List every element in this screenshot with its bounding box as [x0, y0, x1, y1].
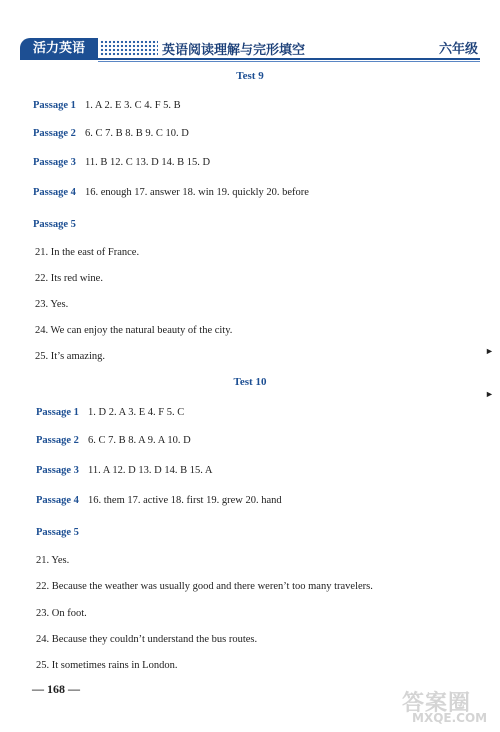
test-10-title: Test 10 [233, 376, 267, 388]
book-title: 英语阅读理解与完形填空 [162, 43, 306, 58]
passage-answers: 6. C 7. B 8. B 9. C 10. D [85, 128, 189, 139]
passage-label: Passage 2 [36, 435, 79, 446]
test-9-title: Test 9 [236, 70, 264, 82]
passage-label: Passage 3 [36, 465, 79, 476]
passage-answers: 16. them 17. active 18. first 19. grew 20. hand [88, 495, 282, 506]
series-brand: 活力英语 [20, 38, 98, 60]
header-rule-thin [98, 61, 480, 62]
passage-answers: 16. enough 17. answer 18. win 19. quickly 20. before [85, 187, 309, 198]
test-9-answer-23: 23. Yes. [35, 299, 69, 310]
test-10-passage-4 [36, 494, 282, 508]
passage-answers: 1. A 2. E 3. C 4. F 5. B [85, 100, 181, 111]
passage-label: Passage 4 [36, 495, 79, 506]
page-header [20, 38, 480, 60]
test-9-answer-24: 24. We can enjoy the natural beauty of the city. [35, 325, 233, 336]
test-9-passage-1 [33, 99, 181, 113]
watermark-url: MXQE.COM [412, 711, 488, 725]
test-9-passage-3 [33, 156, 210, 170]
passage-answers: 6. C 7. B 8. A 9. A 10. D [88, 435, 191, 446]
test-10-passage-5-label: Passage 5 [36, 527, 79, 538]
passage-answers: 11. A 12. D 13. D 14. B 15. A [88, 465, 213, 476]
watermark-logo: 答案圈 [402, 691, 472, 716]
test-9-passage-4 [33, 186, 309, 200]
passage-answers: 1. D 2. A 3. E 4. F 5. C [88, 407, 185, 418]
passage-label: Passage 1 [36, 407, 79, 418]
test-9-answer-25: 25. It’s amazing. [35, 351, 105, 362]
test-10-passage-2 [36, 434, 191, 448]
test-10-answer-21: 21. Yes. [36, 555, 70, 566]
dot-pattern [100, 40, 158, 56]
margin-arrow-icon: ► [485, 389, 494, 399]
test-10-passage-3 [36, 464, 212, 478]
page-number: — 168 — [32, 682, 80, 696]
grade-label: 六年级 [438, 42, 478, 57]
test-9-passage-2 [33, 127, 189, 141]
test-9-answer-21: 21. In the east of France. [35, 247, 140, 258]
test-9-answer-22: 22. Its red wine. [35, 273, 103, 284]
test-10-passage-1 [36, 406, 184, 420]
passage-label: Passage 1 [33, 100, 76, 111]
test-10-answer-24: 24. Because they couldn’t understand the bus routes. [36, 634, 258, 645]
test-10-answer-22: 22. Because the weather was usually good and there weren’t too many travelers. [36, 581, 373, 592]
test-9-passage-5-label: Passage 5 [33, 219, 76, 230]
passage-answers: 11. B 12. C 13. D 14. B 15. D [85, 157, 211, 168]
passage-label: Passage 2 [33, 128, 76, 139]
margin-arrow-icon: ► [485, 346, 494, 356]
passage-label: Passage 4 [33, 187, 76, 198]
test-10-answer-25: 25. It sometimes rains in London. [36, 660, 178, 671]
header-rule [98, 58, 480, 60]
passage-label: Passage 3 [33, 157, 76, 168]
test-10-answer-23: 23. On foot. [36, 608, 87, 619]
